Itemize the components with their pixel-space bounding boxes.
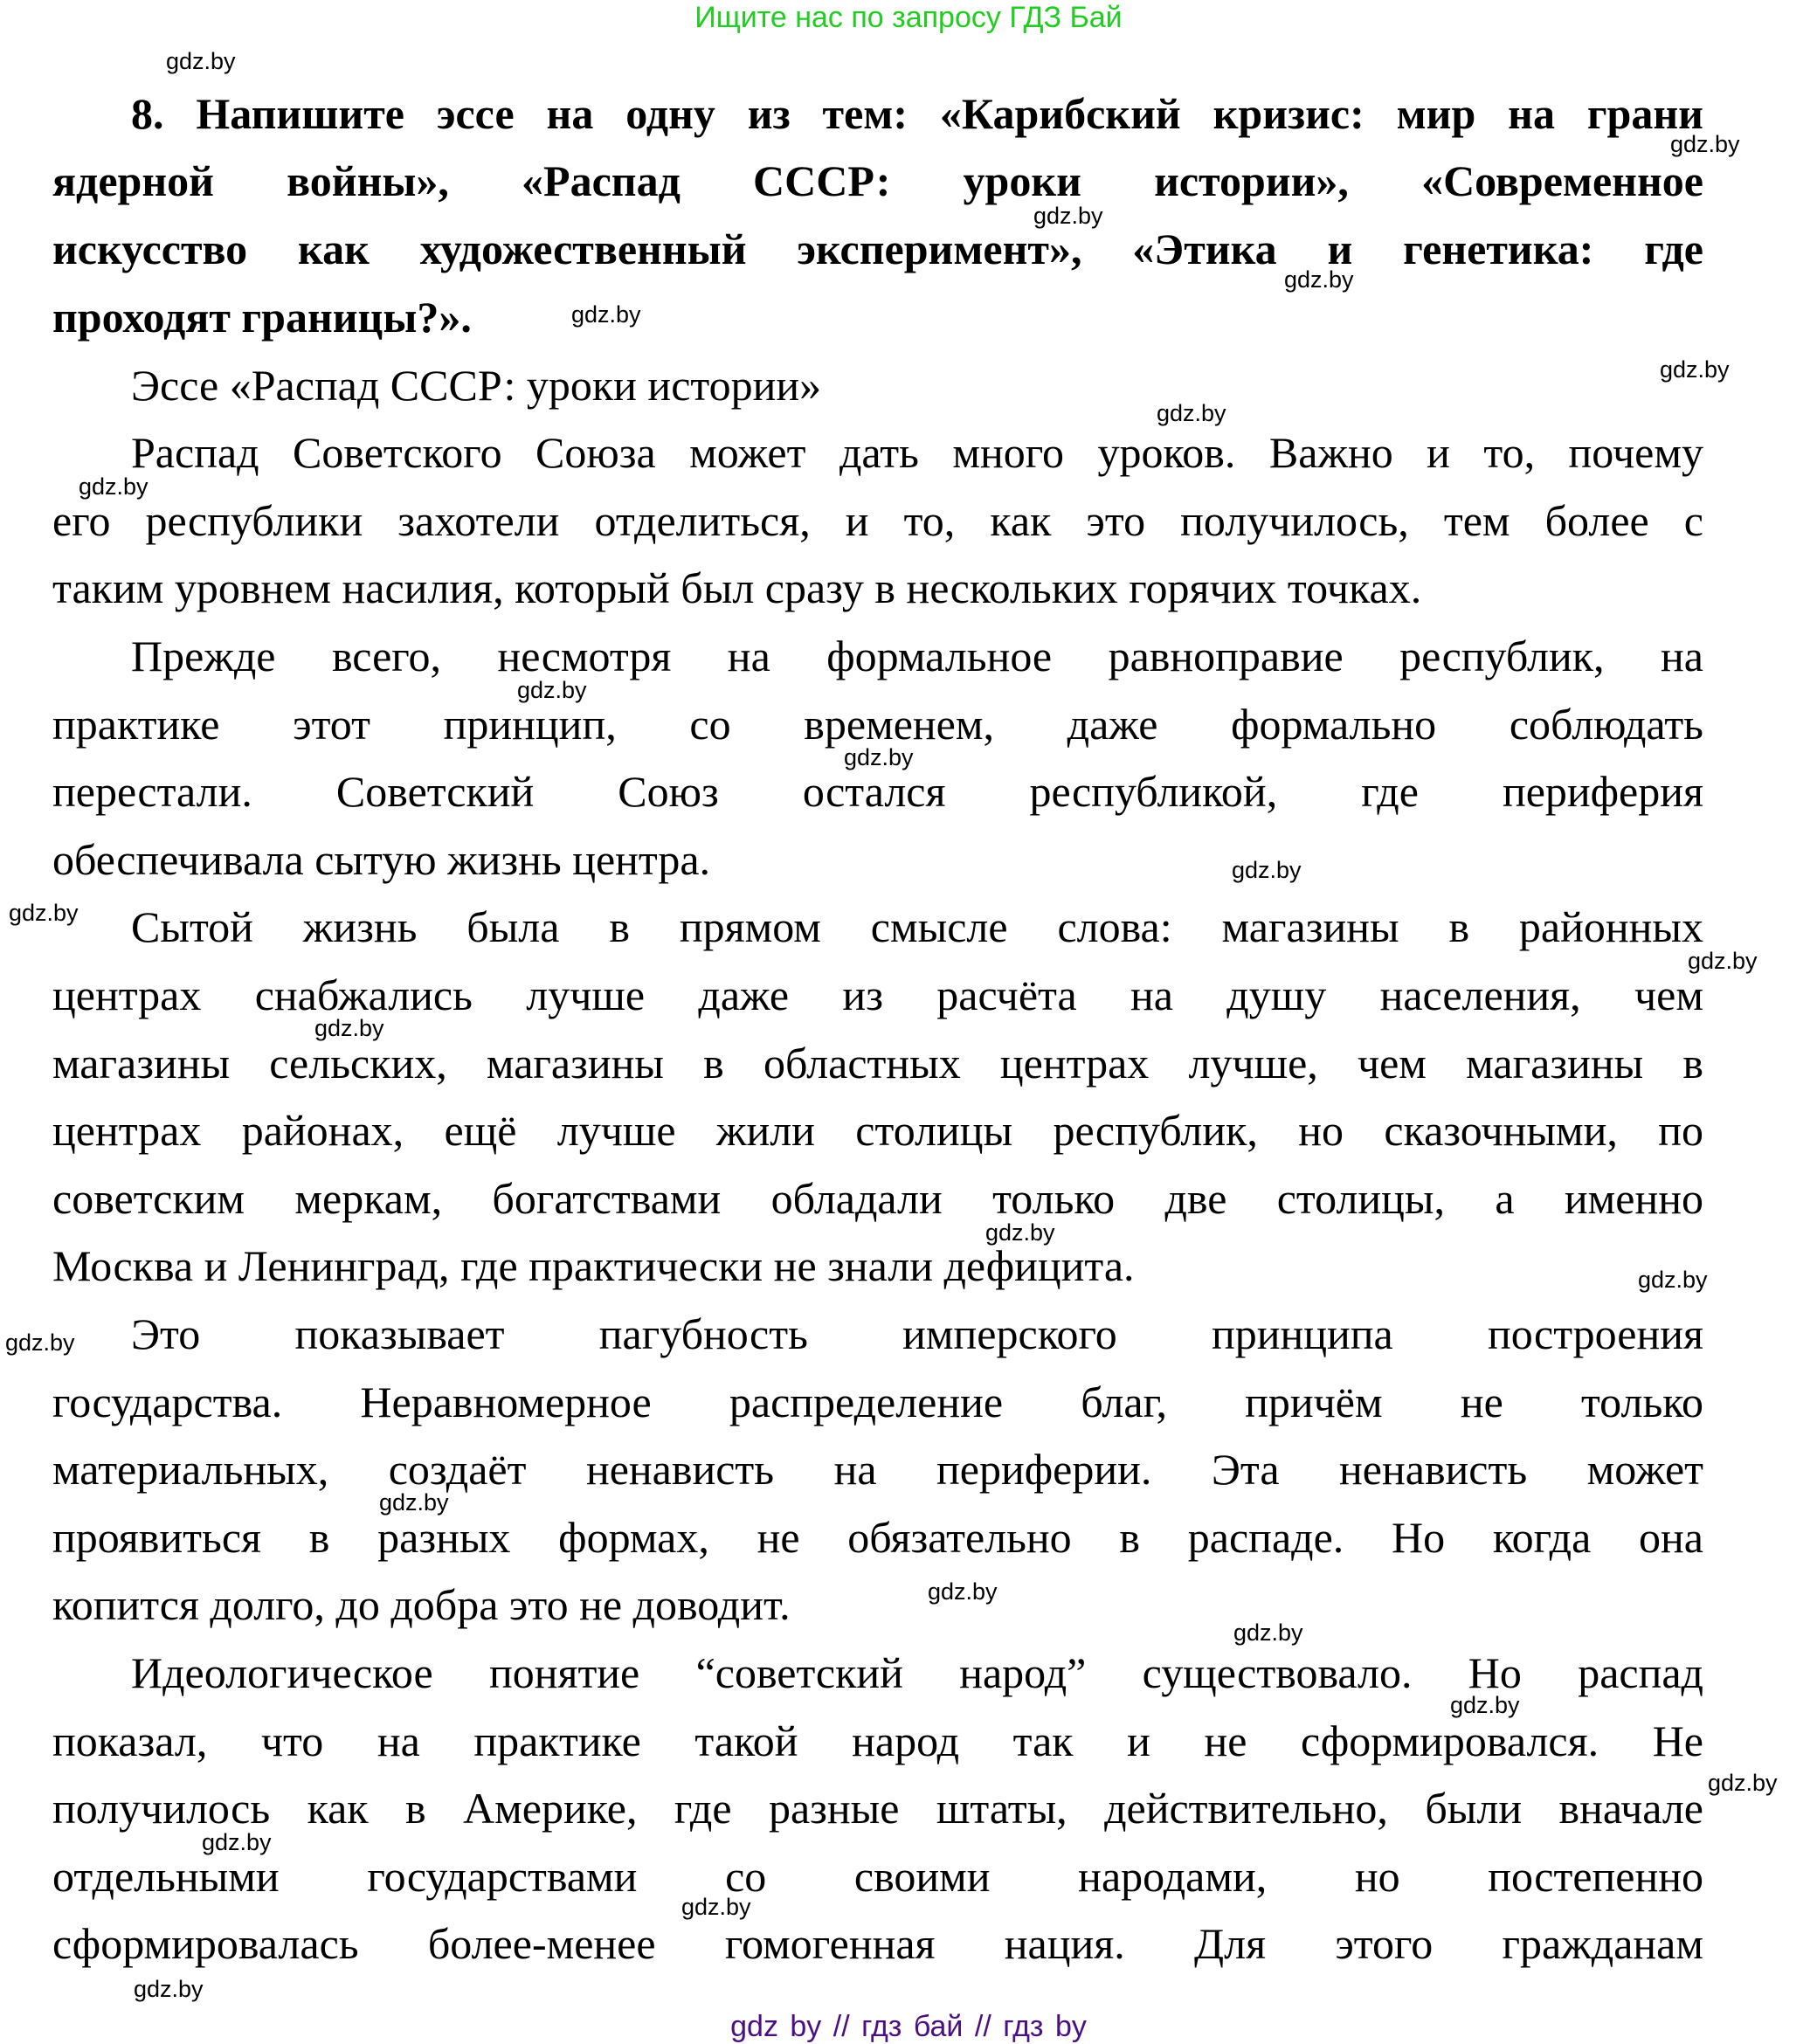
watermark: gdz.by <box>379 1489 449 1516</box>
watermark: gdz.by <box>1284 266 1354 293</box>
watermark: gdz.by <box>985 1219 1055 1246</box>
essay-line: практике этот принцип, со временем, даже формально соблюдать <box>52 700 1703 749</box>
essay-line: Сытой жизнь была в прямом смысле слова: магазины в районных <box>131 902 1703 951</box>
essay-line: его республики захотели отделиться, и то, как это получилось, тем более с <box>52 496 1703 545</box>
task-line-3: искусство как художественный эксперимент», «Этика и генетика: где <box>52 224 1703 273</box>
essay-title: Эссе «Распад СССР: уроки истории» <box>131 361 822 410</box>
essay-line: центрах снабжались лучше даже из расчёта на душу населения, чем <box>52 970 1703 1019</box>
watermark: gdz.by <box>1450 1692 1520 1718</box>
watermark: gdz.by <box>9 900 79 926</box>
watermark: gdz.by <box>5 1329 75 1356</box>
watermark: gdz.by <box>681 1894 751 1920</box>
essay-line: материальных, создаёт ненависть на периферии. Эта ненависть может <box>52 1445 1703 1494</box>
watermark: gdz.by <box>1233 1619 1303 1646</box>
essay-line: Идеологическое понятие “советский народ” существовало. Но распад <box>131 1648 1703 1697</box>
watermark: gdz.by <box>517 677 587 703</box>
watermark: gdz.by <box>79 473 149 500</box>
essay-line: государства. Неравномерное распределение благ, причём не только <box>52 1378 1703 1426</box>
search-hint-header: Ищите нас по запросу ГДЗ Бай <box>694 1 1123 34</box>
task-line-1: 8. Напишите эссе на одну из тем: «Карибский кризис: мир на грани <box>131 89 1703 138</box>
watermark: gdz.by <box>1157 400 1226 426</box>
essay-line: Распад Советского Союза может дать много уроков. Важно и то, почему <box>131 428 1703 477</box>
essay-line: обеспечивала сытую жизнь центра. <box>52 835 711 884</box>
watermark: gdz.by <box>202 1829 272 1855</box>
task-line-2: ядерной войны», «Распад СССР: уроки истории», «Современное <box>52 156 1703 205</box>
watermark: gdz.by <box>166 48 236 74</box>
watermark: gdz.by <box>1670 131 1740 157</box>
watermark: gdz.by <box>1232 857 1302 883</box>
essay-line: копится долго, до добра это не доводит. <box>52 1580 791 1629</box>
essay-line: центрах районах, ещё лучше жили столицы республик, но сказочными, по <box>52 1106 1703 1155</box>
watermark: gdz.by <box>571 301 641 328</box>
essay-line: проявиться в разных формах, не обязательно в распаде. Но когда она <box>52 1513 1703 1562</box>
essay-line: показал, что на практике такой народ так и не сформировался. Не <box>52 1716 1703 1765</box>
watermark: gdz.by <box>134 1976 204 2002</box>
essay-line: получилось как в Америке, где разные штаты, действительно, были вначале <box>52 1784 1703 1833</box>
watermark: gdz.by <box>314 1015 384 1041</box>
essay-line: сформировалась более-менее гомогенная нация. Для этого гражданам <box>52 1919 1703 1968</box>
essay-line: советским меркам, богатствами обладали только две столицы, а именно <box>52 1174 1703 1223</box>
watermark: gdz.by <box>1638 1267 1708 1293</box>
watermark: gdz.by <box>928 1578 998 1605</box>
essay-line: таким уровнем насилия, который был сразу в нескольких горячих точках. <box>52 563 1422 612</box>
essay-line: перестали. Советский Союз остался республикой, где периферия <box>52 767 1703 816</box>
essay-line: магазины сельских, магазины в областных центрах лучше, чем магазины в <box>52 1039 1703 1088</box>
essay-line: Это показывает пагубность имперского принципа построения <box>131 1309 1703 1358</box>
watermark: gdz.by <box>1660 356 1730 383</box>
task-line-4: проходят границы?». <box>52 293 472 342</box>
watermark: gdz.by <box>844 744 914 770</box>
essay-line: Прежде всего, несмотря на формальное равноправие республик, на <box>131 632 1703 680</box>
essay-line: отдельными государствами со своими народами, но постепенно <box>52 1852 1703 1901</box>
watermark: gdz.by <box>1708 1770 1778 1796</box>
site-footer: gdz by // гдз бай // гдз by <box>730 2010 1087 2043</box>
essay-line: Москва и Ленинград, где практически не знали дефицита. <box>52 1241 1135 1290</box>
watermark: gdz.by <box>1033 203 1103 229</box>
watermark: gdz.by <box>1688 948 1758 974</box>
